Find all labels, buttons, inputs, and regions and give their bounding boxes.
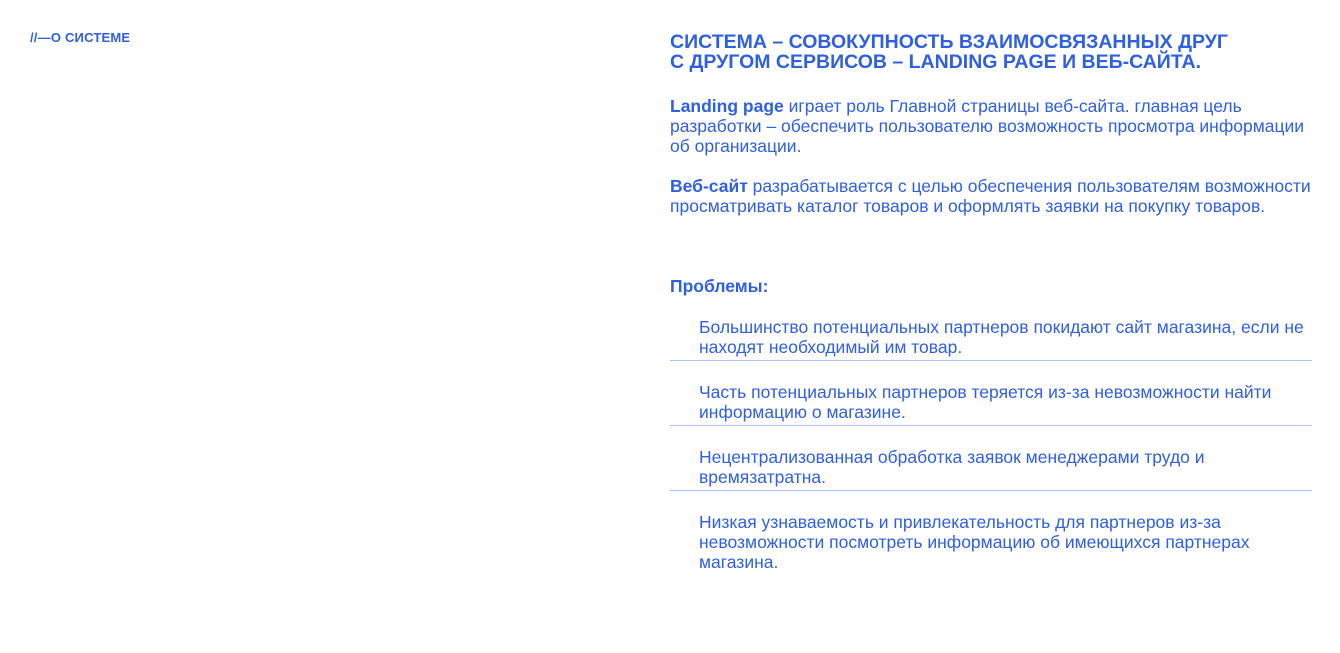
website-description: разрабатывается с целью обеспечения пользователям возможности просматривать каталог товаров и оформлять заявки на покупку товаров. [670,176,1311,216]
problem-item: Большинство потенциальных партнеров покидают сайт магазина, если не находят необходимый им товар. [670,317,1312,361]
problems-list [670,317,1312,575]
headline [670,32,1312,72]
problem-item: Низкая узнаваемость и привлекательность для партнеров из-за невозможности посмотреть информацию об имеющихся партнерах магазина. [699,512,1250,572]
landing-page-paragraph [670,96,1312,156]
website-paragraph [670,176,1312,216]
section-tag: //—О СИСТЕМЕ [30,30,131,45]
landing-page-term: Landing page [670,96,784,116]
problems-title: Проблемы: [670,276,769,296]
landing-page-description: играет роль Главной страницы веб-сайта. главная цель разработки – обеспечить пользователю возможность просмотра информации об организации. [670,96,1305,156]
problem-item: Часть потенциальных партнеров теряется из-за невозможности найти информацию о магазине. [670,382,1312,426]
problem-item: Нецентрализованная обработка заявок менеджерами трудо и времязатратна. [670,447,1312,491]
website-term: Веб-сайт [670,176,748,196]
content-column [670,32,1312,575]
headline-line-2: С ДРУГОМ СЕРВИСОВ – LANDING PAGE И ВЕБ-САЙТА. [670,51,1202,73]
headline-line-1: СИСТЕМА – СОВОКУПНОСТЬ ВЗАИМОСВЯЗАННЫХ ДРУГ [670,31,1228,53]
